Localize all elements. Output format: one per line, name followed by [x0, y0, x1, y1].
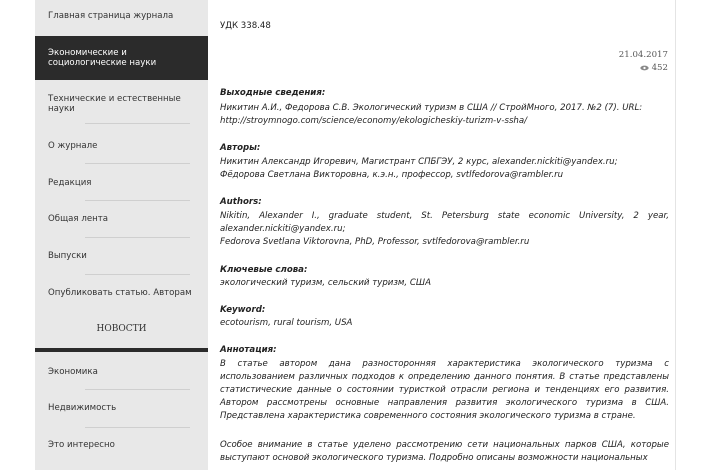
- news-item-interesting[interactable]: [35, 428, 208, 470]
- news-item-label: Экономика: [48, 367, 98, 377]
- sidebar-item-issues[interactable]: [35, 238, 208, 275]
- abstract-paragraph-2: Особое внимание в статье уделено рассмотрению сети национальных парков США, которые выступают основой экологического туризма. Подробно описаны возможности национальных: [220, 440, 669, 463]
- news-header-label: НОВОСТИ: [96, 324, 147, 334]
- article-content: [208, 0, 676, 470]
- view-count-value: 452: [651, 63, 668, 73]
- sidebar-item-label: О журнале: [48, 141, 98, 151]
- sidebar-item-publish[interactable]: [35, 275, 208, 320]
- keywords-text: экологический туризм, сельский туризм, США: [220, 278, 431, 288]
- author-en-2: Fedorova Svetlana Viktorovna, PhD, Professor, svtlfedorova@rambler.ru: [220, 237, 530, 247]
- sidebar-item-feed[interactable]: [35, 201, 208, 238]
- news-item-label: Недвижимость: [48, 403, 117, 413]
- output-text: Никитин А.И., Федорова С.В. Экологический туризм в США // СтройМного, 2017. №2 (7). URL: http://stroymnogo.com/science/economy/ekologicheskiy-turizm-v-ssha/: [220, 103, 643, 126]
- sidebar-item-editorial[interactable]: [35, 164, 208, 201]
- sidebar-item-technical[interactable]: [35, 80, 208, 124]
- abstract-paragraph-1: В статье автором дана разносторонняя характеристика экологического туризма с использованием различных подходов к определению данного понятия. В статье представлены статистические данные о состоянии туристкой отрасли региона и тенденциях его развития. Автором рассмотрены основные направления развития экологического туризма в США. Представлена характеристика современного состояния экологического туризма в стране.: [220, 359, 669, 421]
- news-item-label: Это интересно: [48, 440, 115, 450]
- eye-icon: [640, 65, 649, 71]
- author-ru-2: Фёдорова Светлана Викторовна, к.э.н., профессор, svtlfedorova@rambler.ru: [220, 170, 564, 180]
- news-item-economy[interactable]: [35, 352, 208, 390]
- sidebar-item-label: Опубликовать статью. Авторам: [48, 288, 192, 298]
- udk-code: УДК 338.48: [220, 21, 271, 31]
- author-en-1: Nikitin, Alexander I., graduate student, St. Petersburg state economic University, 2 year, alexander.nickiti@yandex.ru;: [220, 211, 669, 234]
- output-label: Выходные сведения:: [220, 88, 326, 98]
- authors-en-label: Authors:: [220, 197, 262, 207]
- abstract-label: Аннотация:: [220, 345, 277, 355]
- sidebar-item-label: Общая лента: [48, 214, 108, 224]
- authors-label: Авторы:: [220, 143, 261, 153]
- keywords-label: Ключевые слова:: [220, 265, 308, 275]
- sidebar-item-label: Главная страница журнала: [48, 11, 174, 21]
- sidebar-item-home[interactable]: [35, 0, 208, 36]
- news-item-realty[interactable]: [35, 390, 208, 428]
- sidebar-item-label: Выпуски: [48, 251, 87, 261]
- keyword-en-label: Keyword:: [220, 305, 266, 315]
- publish-date: 21.04.2017: [618, 50, 668, 60]
- sidebar-item-label: Экономические и социологические науки: [48, 48, 157, 68]
- view-count: [640, 63, 668, 73]
- keyword-en-text: ecotourism, rural tourism, USA: [220, 318, 353, 328]
- sidebar-item-label: Технические и естественные науки: [48, 94, 181, 114]
- sidebar-item-about[interactable]: [35, 124, 208, 164]
- author-ru-1: Никитин Александр Игоревич, Магистрант СПБГЭУ, 2 курс, alexander.nickiti@yandex.ru;: [220, 157, 618, 167]
- news-header: [35, 320, 208, 352]
- sidebar-item-economics[interactable]: [35, 36, 208, 80]
- sidebar: [35, 0, 208, 470]
- sidebar-item-label: Редакция: [48, 178, 92, 188]
